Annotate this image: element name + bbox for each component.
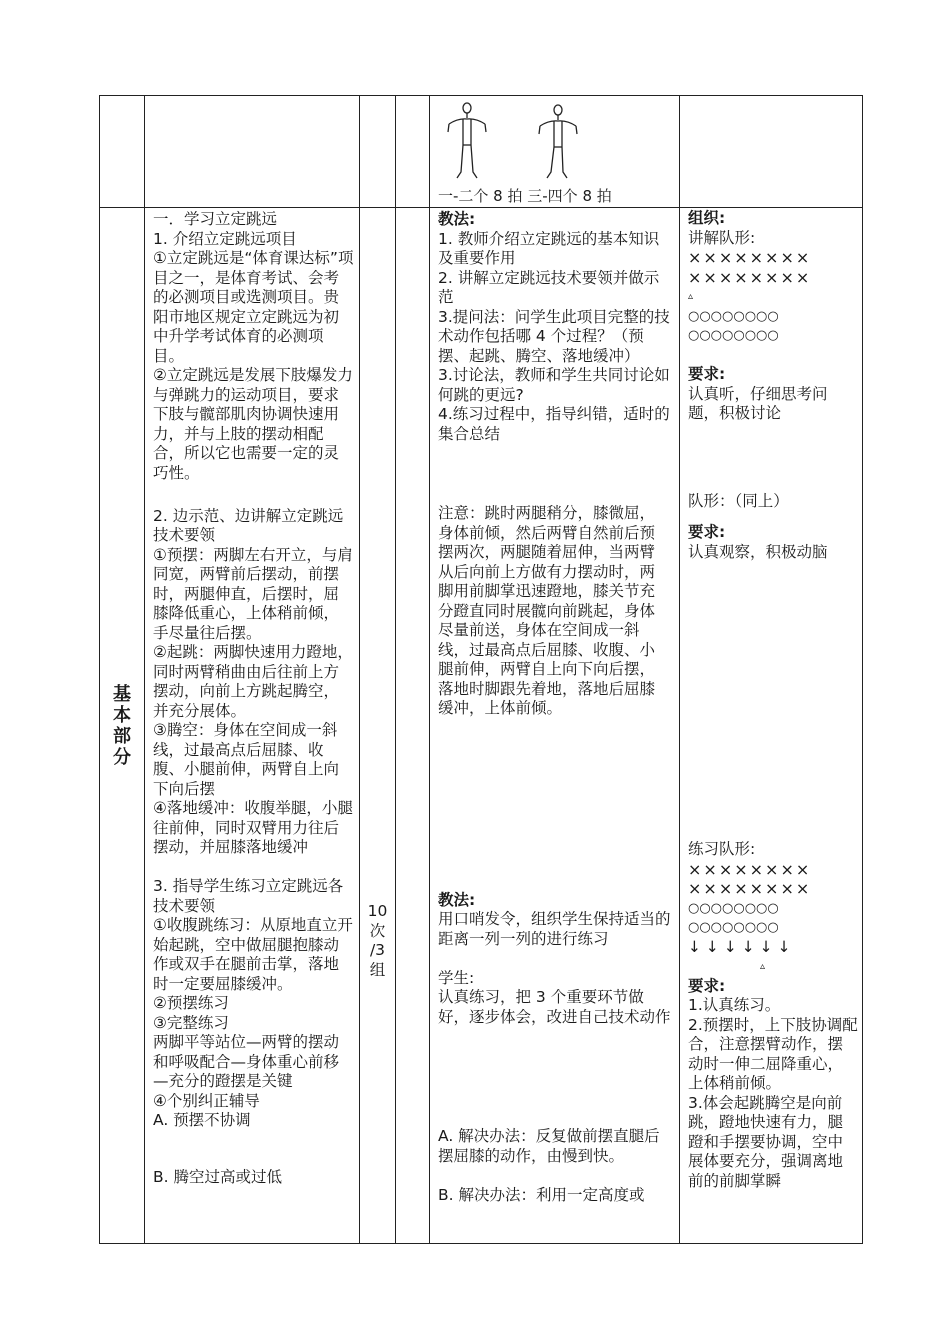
- direction-arrows: ↓ ↓ ↓ ↓ ↓ ↓: [688, 937, 791, 956]
- empty-cell: [100, 96, 145, 208]
- requirement-label: 要求:: [688, 365, 726, 383]
- empty-cell: [360, 96, 396, 208]
- content-paragraph: ③腾空：身体在空间成一斜线，过最高点后屈膝、收腹、小腿前伸，两臂自上向下向后摆: [153, 721, 340, 798]
- empty-cell: [680, 96, 863, 208]
- lesson-plan-table: [99, 95, 863, 1244]
- content-paragraph: ②立定跳远是发展下肢爆发力与弹跳力的运动项目，要求下肢与髋部肌肉协调快速用力，并与上肢的摆动相配合，所以它也需要一定的灵巧性。: [153, 366, 353, 482]
- content-paragraph: ②起跳：两脚快速用力蹬地，同时两臂稍曲由后往前上方摆动，向前上方跳起腾空，并充分展体。: [153, 643, 353, 720]
- content-paragraph: 两脚平等站位—两臂的摆动和呼吸配合—身体重心前移—充分的蹬摆是关键: [153, 1033, 340, 1090]
- content-cell: [145, 208, 360, 1244]
- requirement-item: 1.认真练习。: [688, 996, 781, 1014]
- formation-row-x: ××××××××: [688, 879, 812, 898]
- formation-row-o: ○○○○○○○○: [688, 328, 779, 343]
- spacer: [153, 483, 354, 503]
- method-item: 4.练习过程中，指导纠错，适时的集合总结: [438, 405, 670, 443]
- table-row: [100, 208, 863, 1244]
- teacher-position-icon: ▵: [688, 291, 694, 302]
- method-note: 注意：跳时两腿稍分，膝微屈，身体前倾，然后两臂自然前后预摆两次，两腿随着屈伸，当两臂从后向前上方做有力摆动时，两脚用前脚掌迅速蹬地，膝关节充分蹬直同时展髋向前跳起，身体尽量前送，身体在空间成一斜线，过最高点后屈膝、收腹、小腿前伸，两臂自上向下向后摆，落地时脚跟先着地，落地后屈膝缓冲，上体前倾。: [438, 504, 656, 717]
- teacher-position-icon: ▵: [760, 961, 766, 972]
- count-cell: [360, 208, 396, 1244]
- stick-figure-arms-out-icon: [430, 100, 680, 192]
- method-label: 教法:: [438, 890, 476, 909]
- spacer: [688, 346, 858, 366]
- section-label-cell: [100, 208, 145, 1244]
- formation-row-x: ××××××××: [688, 267, 812, 287]
- requirement-text: 认真听，仔细思考问题，积极讨论: [688, 384, 828, 422]
- content-paragraph: ①收腹跳练习：从原地直立开始起跳，空中做屈腿抱膝动作或双手在腿前击掌，落地时一定要屈膝缓冲。: [153, 916, 353, 993]
- empty-cell: [145, 96, 360, 208]
- formation-row-o: ○○○○○○○○: [688, 900, 779, 916]
- formation-label: 队形：（同上）: [688, 491, 789, 510]
- content-paragraph: ④落地缓冲：收腹举腿，小腿往前伸，同时双臂用力往后摆动，并屈膝落地缓冲: [153, 799, 353, 856]
- count-text: /3: [369, 941, 386, 959]
- method-cell: [430, 208, 680, 1244]
- method-item: 3.讨论法，教师和学生共同讨论如何跳的更远?: [438, 366, 670, 404]
- section-label-char: 基: [113, 683, 131, 705]
- empty-cell: [396, 96, 430, 208]
- student-label: 学生:: [438, 968, 475, 987]
- formation-row-x: ××××××××: [688, 248, 812, 267]
- section-label-char: 部: [113, 725, 131, 747]
- formation-label: 练习队形:: [688, 840, 756, 858]
- fix-b-text: B. 解决办法：利用一定高度或: [438, 1185, 645, 1204]
- formation-label: 讲解队形:: [688, 228, 756, 247]
- content-line: 2. 边示范、边讲解立定跳远技术要领: [153, 506, 344, 544]
- spacer: [438, 1166, 674, 1186]
- content-paragraph: ①立定跳远是“体育课达标”项目之一，是体育考试、会考的必测项目或选测项目。贵阳市地区规定立定跳远为初中升学考试体育的必测项目。: [153, 249, 354, 365]
- count-text: 组: [369, 960, 386, 979]
- requirement-item: 2.预摆时，上下肢协调配合，注意摆臂动作，摆动时一伸二屈降重心，上体稍前倾。: [688, 1015, 858, 1092]
- count-text: 10: [367, 902, 388, 920]
- method-item: 用口哨发令，组织学生保持适当的距离一列一列的进行练习: [438, 910, 671, 948]
- empty-cell: [396, 208, 430, 1244]
- requirement-label: 要求:: [688, 976, 726, 995]
- method-item: 2. 讲解立定跳远技术要领并做示范: [438, 268, 660, 306]
- org-label: 组织:: [688, 209, 726, 227]
- table-row: [100, 96, 863, 208]
- content-line: B. 腾空过高或过低: [153, 1168, 282, 1186]
- content-line: ②预摆练习: [153, 994, 229, 1012]
- method-item: 3.提问法：问学生此项目完整的技术动作包括哪 4 个过程？（预摆、起跳、腾空、落地缓冲）: [438, 307, 670, 365]
- spacer: [688, 511, 858, 523]
- formation-row-o: ○○○○○○○○: [688, 308, 779, 324]
- organization-cell: [680, 208, 863, 1244]
- student-text: 认真练习，把 3 个重要环节做好，逐步体会，改进自己技术动作: [438, 988, 671, 1026]
- formation-row-x: ××××××××: [688, 859, 812, 879]
- content-line: 3. 指导学生练习立定跳远各技术要领: [153, 877, 344, 915]
- spacer: [153, 1131, 354, 1151]
- content-heading: 一．学习立定跳远: [153, 210, 278, 228]
- fix-a-text: A. 解决办法：反复做前摆直腿后摆屈膝的动作，由慢到快。: [438, 1127, 660, 1165]
- count-text: 次: [369, 921, 386, 940]
- figure-caption: 一-二个 8 拍 三-四个 8 拍: [438, 186, 612, 205]
- requirement-item: 3.体会起跳腾空是向前跳，蹬地快速有力，腿蹬和手摆要协调，空中展体要充分，强调离地前的前脚掌瞬: [688, 1093, 844, 1190]
- content-line: 1. 介绍立定跳远项目: [153, 229, 297, 248]
- content-line: ③完整练习: [153, 1013, 229, 1032]
- method-item: 1. 教师介绍立定跳远的基本知识及重要作用: [438, 229, 660, 267]
- spacer: [153, 1150, 354, 1168]
- spacer: [438, 949, 674, 969]
- section-label-char: 本: [113, 704, 131, 726]
- content-paragraph: ①预摆：两脚左右开立，与肩同宽，两臂前后摆动，前摆时，两腿伸直，后摆时，屈膝降低重心，上体稍前倾，手尽量往后摆。: [153, 545, 353, 642]
- method-label: 教法:: [438, 210, 476, 228]
- content-line: A. 预摆不协调: [153, 1111, 251, 1129]
- content-line: ④个别纠正辅导: [153, 1091, 260, 1110]
- figure-cell: [430, 96, 680, 208]
- spacer: [153, 858, 354, 878]
- requirement-text: 认真观察，积极动脑: [688, 542, 828, 561]
- section-label-char: 分: [113, 746, 131, 768]
- requirement-label: 要求:: [688, 523, 726, 541]
- formation-row-o: ○○○○○○○○: [688, 920, 779, 935]
